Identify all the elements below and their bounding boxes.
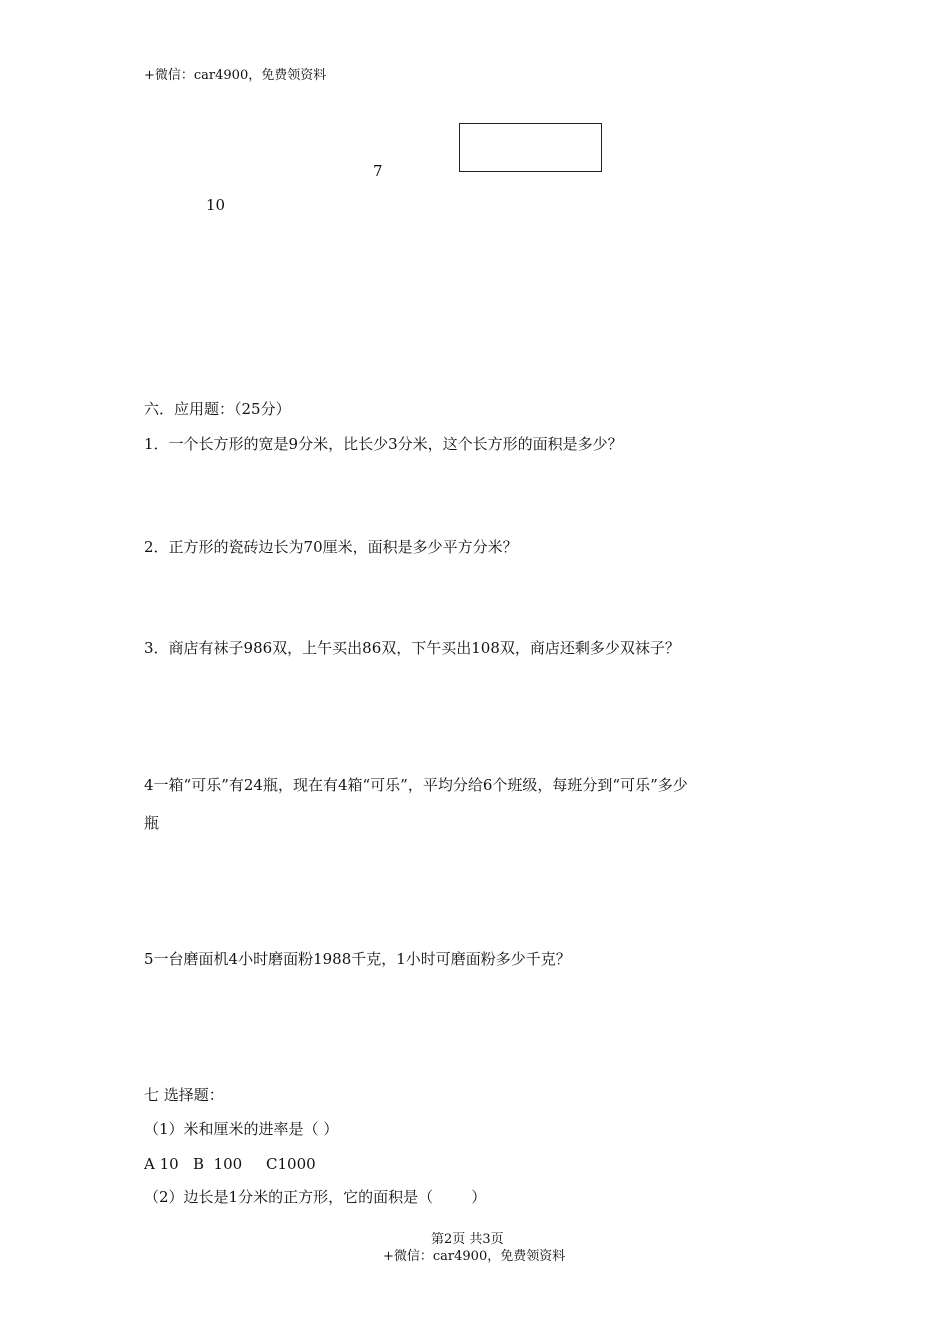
- question-6-4-line2: 瓶: [144, 814, 160, 832]
- question-6-2: 2．正方形的瓷砖边长为70厘米，面积是多少平方分米？: [144, 538, 518, 556]
- footer-watermark: +微信：car4900，免费领资料: [383, 1249, 566, 1264]
- question-6-5: 5一台磨面机4小时磨面粉1988千克，1小时可磨面粉多少千克？: [144, 950, 571, 968]
- header-watermark: +微信：car4900，免费领资料: [144, 68, 327, 83]
- figure-label-10: 10: [206, 196, 226, 214]
- question-7-2: （2）边长是1分米的正方形，它的面积是（ ）: [144, 1188, 487, 1206]
- rectangle-figure: [459, 123, 602, 172]
- question-6-3: 3．商店有袜子986双，上午买出86双，下午买出108双，商店还剩多少双袜子？: [144, 639, 680, 657]
- section-6-title: 六．应用题：（25分）: [144, 400, 291, 418]
- page-number: 第2页 共3页: [431, 1232, 504, 1247]
- question-6-4-line1: 4一箱“可乐”有24瓶，现在有4箱“可乐”，平均分给6个班级，每班分到“可乐”多少: [144, 776, 688, 794]
- figure-label-7: 7: [373, 162, 383, 180]
- section-7-title: 七 选择题：: [144, 1086, 224, 1104]
- question-6-1: 1．一个长方形的宽是9分米，比长少3分米，这个长方形的面积是多少？: [144, 435, 623, 453]
- question-7-1: （1）米和厘米的进率是（ ）: [144, 1120, 339, 1138]
- question-7-1-options: A 10 B 100 C1000: [144, 1155, 316, 1173]
